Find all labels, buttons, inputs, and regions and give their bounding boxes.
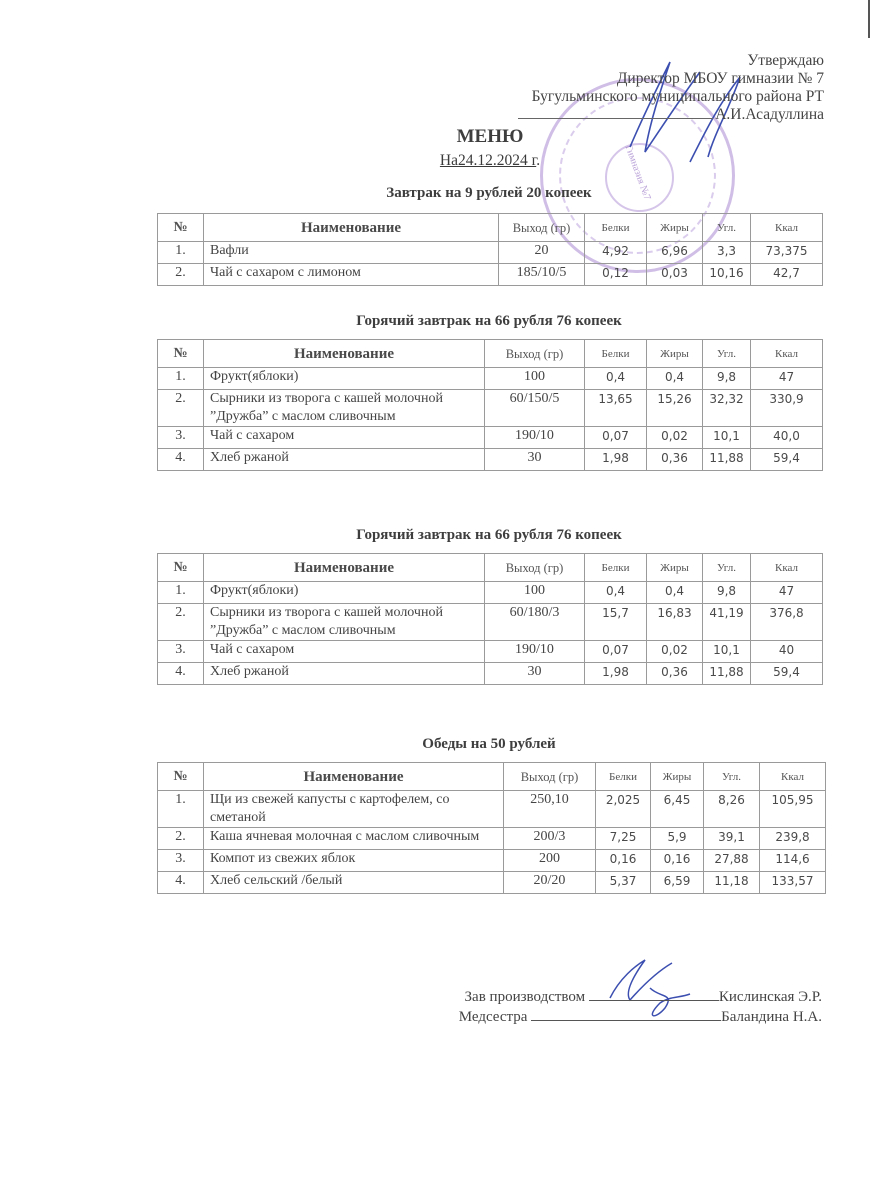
signature-line bbox=[518, 106, 713, 119]
row-carbs: 11,88 bbox=[703, 449, 751, 471]
row-output: 20 bbox=[499, 242, 585, 264]
col-name: Наименование bbox=[204, 340, 485, 368]
row-output: 100 bbox=[485, 368, 585, 390]
nurse-role: Медсестра bbox=[458, 1009, 528, 1025]
row-name: Хлеб сельский /белый bbox=[204, 872, 504, 894]
col-kcal: Ккал bbox=[751, 554, 823, 582]
col-kcal: Ккал bbox=[760, 763, 826, 791]
table-header bbox=[158, 214, 823, 242]
table-row bbox=[158, 791, 826, 828]
row-num: 4. bbox=[158, 872, 204, 894]
section-title: Обеды на 50 рублей bbox=[422, 736, 556, 752]
table-row bbox=[158, 582, 823, 604]
col-protein: Белки bbox=[585, 214, 647, 242]
row-name: Сырники из творога с кашей молочной ”Дружба” с маслом сливочным bbox=[204, 604, 485, 641]
production-name: Кислинская Э.Р. bbox=[718, 989, 822, 1005]
row-name: Каша ячневая молочная с маслом сливочным bbox=[204, 828, 504, 850]
row-protein: 0,12 bbox=[585, 264, 647, 286]
table-header bbox=[158, 763, 826, 791]
col-fat: Жиры bbox=[647, 554, 703, 582]
row-carbs: 10,16 bbox=[703, 264, 751, 286]
menu-table-hot-breakfast-2 bbox=[157, 553, 823, 685]
row-output: 30 bbox=[485, 663, 585, 685]
col-protein: Белки bbox=[585, 554, 647, 582]
row-fat: 0,4 bbox=[647, 368, 703, 390]
row-protein: 4,92 bbox=[585, 242, 647, 264]
col-carbs: Угл. bbox=[703, 340, 751, 368]
col-output: Выход (гр) bbox=[485, 554, 585, 582]
row-fat: 0,36 bbox=[647, 449, 703, 471]
row-carbs: 41,19 bbox=[703, 604, 751, 641]
row-name: Чай с сахаром bbox=[204, 427, 485, 449]
row-name: Вафли bbox=[204, 242, 499, 264]
section-title: Завтрак на 9 рублей 20 копеек bbox=[386, 185, 592, 201]
menu-date-period: . bbox=[536, 152, 541, 169]
row-carbs: 32,32 bbox=[703, 390, 751, 427]
col-carbs: Угл. bbox=[703, 554, 751, 582]
signature-line bbox=[589, 987, 719, 1001]
row-num: 2. bbox=[158, 264, 204, 286]
table-header bbox=[158, 554, 823, 582]
row-num: 2. bbox=[158, 828, 204, 850]
row-output: 30 bbox=[485, 449, 585, 471]
row-name: Хлеб ржаной bbox=[204, 449, 485, 471]
col-num: № bbox=[158, 763, 204, 791]
row-name: Компот из свежих яблок bbox=[204, 850, 504, 872]
table-row bbox=[158, 242, 823, 264]
table-row bbox=[158, 368, 823, 390]
row-carbs: 3,3 bbox=[703, 242, 751, 264]
approval-signatory: А.И.Асадуллина bbox=[715, 106, 824, 123]
row-num: 2. bbox=[158, 604, 204, 641]
row-fat: 5,9 bbox=[651, 828, 704, 850]
table-row bbox=[158, 641, 823, 663]
stamp-text: Гимназия №7 bbox=[622, 143, 653, 202]
row-protein: 5,37 bbox=[596, 872, 651, 894]
col-num: № bbox=[158, 214, 204, 242]
col-fat: Жиры bbox=[647, 340, 703, 368]
table-row bbox=[158, 872, 826, 894]
col-fat: Жиры bbox=[647, 214, 703, 242]
row-protein: 7,25 bbox=[596, 828, 651, 850]
nurse-name: Баландина Н.А. bbox=[721, 1009, 822, 1025]
row-name: Чай с сахаром bbox=[204, 641, 485, 663]
menu-date-text: На24.12.2024 г bbox=[439, 152, 537, 169]
row-kcal: 42,7 bbox=[751, 264, 823, 286]
row-name: Щи из свежей капусты с картофелем, со сметаной bbox=[204, 791, 504, 828]
row-protein: 0,16 bbox=[596, 850, 651, 872]
table-header bbox=[158, 340, 823, 368]
row-kcal: 105,95 bbox=[760, 791, 826, 828]
row-protein: 1,98 bbox=[585, 663, 647, 685]
row-fat: 15,26 bbox=[647, 390, 703, 427]
row-output: 190/10 bbox=[485, 427, 585, 449]
row-protein: 0,07 bbox=[585, 641, 647, 663]
row-fat: 0,4 bbox=[647, 582, 703, 604]
footer-signatures bbox=[459, 987, 822, 1027]
col-carbs: Угл. bbox=[703, 214, 751, 242]
col-name: Наименование bbox=[204, 214, 499, 242]
row-fat: 0,36 bbox=[647, 663, 703, 685]
col-output: Выход (гр) bbox=[499, 214, 585, 242]
section-title: Горячий завтрак на 66 рубля 76 копеек bbox=[356, 527, 622, 543]
row-fat: 0,03 bbox=[647, 264, 703, 286]
row-output: 190/10 bbox=[485, 641, 585, 663]
approval-district: Бугульминского муниципального района РТ bbox=[531, 88, 824, 105]
col-protein: Белки bbox=[596, 763, 651, 791]
row-carbs: 11,88 bbox=[703, 663, 751, 685]
row-fat: 16,83 bbox=[647, 604, 703, 641]
row-kcal: 330,9 bbox=[751, 390, 823, 427]
section-title: Горячий завтрак на 66 рубля 76 копеек bbox=[356, 313, 622, 329]
row-kcal: 239,8 bbox=[760, 828, 826, 850]
row-fat: 0,16 bbox=[651, 850, 704, 872]
menu-date bbox=[0, 152, 872, 170]
row-protein: 2,025 bbox=[596, 791, 651, 828]
row-protein: 13,65 bbox=[585, 390, 647, 427]
row-name: Фрукт(яблоки) bbox=[204, 582, 485, 604]
row-carbs: 27,88 bbox=[704, 850, 760, 872]
table-row bbox=[158, 828, 826, 850]
nurse-signature-row bbox=[459, 1007, 822, 1027]
row-output: 60/180/3 bbox=[485, 604, 585, 641]
row-kcal: 133,57 bbox=[760, 872, 826, 894]
row-num: 1. bbox=[158, 242, 204, 264]
row-num: 3. bbox=[158, 641, 204, 663]
row-fat: 0,02 bbox=[647, 641, 703, 663]
row-num: 4. bbox=[158, 663, 204, 685]
row-protein: 0,4 bbox=[585, 582, 647, 604]
row-protein: 0,07 bbox=[585, 427, 647, 449]
scan-edge-line bbox=[868, 0, 870, 38]
menu-table-lunch bbox=[157, 762, 826, 894]
row-fat: 6,96 bbox=[647, 242, 703, 264]
row-output: 60/150/5 bbox=[485, 390, 585, 427]
row-name: Чай с сахаром с лимоном bbox=[204, 264, 499, 286]
col-kcal: Ккал bbox=[751, 340, 823, 368]
row-kcal: 47 bbox=[751, 368, 823, 390]
approval-heading: Утверждаю bbox=[747, 52, 824, 69]
row-kcal: 376,8 bbox=[751, 604, 823, 641]
row-num: 1. bbox=[158, 791, 204, 828]
row-carbs: 8,26 bbox=[704, 791, 760, 828]
row-name: Сырники из творога с кашей молочной ”Дружба” с маслом сливочным bbox=[204, 390, 485, 427]
row-protein: 0,4 bbox=[585, 368, 647, 390]
table-row bbox=[158, 604, 823, 641]
table-row bbox=[158, 427, 823, 449]
col-num: № bbox=[158, 340, 204, 368]
row-kcal: 40,0 bbox=[751, 427, 823, 449]
row-num: 3. bbox=[158, 427, 204, 449]
row-protein: 15,7 bbox=[585, 604, 647, 641]
row-kcal: 59,4 bbox=[751, 449, 823, 471]
row-carbs: 11,18 bbox=[704, 872, 760, 894]
col-name: Наименование bbox=[204, 554, 485, 582]
row-kcal: 59,4 bbox=[751, 663, 823, 685]
col-name: Наименование bbox=[204, 763, 504, 791]
row-carbs: 10,1 bbox=[703, 427, 751, 449]
table-row bbox=[158, 264, 823, 286]
row-carbs: 10,1 bbox=[703, 641, 751, 663]
row-num: 1. bbox=[158, 582, 204, 604]
menu-table-hot-breakfast-1 bbox=[157, 339, 823, 471]
col-fat: Жиры bbox=[651, 763, 704, 791]
row-fat: 6,45 bbox=[651, 791, 704, 828]
production-signature-row bbox=[459, 987, 822, 1007]
row-output: 185/10/5 bbox=[499, 264, 585, 286]
row-fat: 6,59 bbox=[651, 872, 704, 894]
row-fat: 0,02 bbox=[647, 427, 703, 449]
row-carbs: 39,1 bbox=[704, 828, 760, 850]
row-kcal: 47 bbox=[751, 582, 823, 604]
table-row bbox=[158, 449, 823, 471]
col-protein: Белки bbox=[585, 340, 647, 368]
menu-table-breakfast bbox=[157, 213, 823, 286]
production-role: Зав производством bbox=[464, 989, 586, 1005]
row-kcal: 73,375 bbox=[751, 242, 823, 264]
col-output: Выход (гр) bbox=[485, 340, 585, 368]
table-row bbox=[158, 850, 826, 872]
row-carbs: 9,8 bbox=[703, 368, 751, 390]
row-num: 4. bbox=[158, 449, 204, 471]
row-carbs: 9,8 bbox=[703, 582, 751, 604]
row-output: 200 bbox=[504, 850, 596, 872]
col-kcal: Ккал bbox=[751, 214, 823, 242]
col-num: № bbox=[158, 554, 204, 582]
approval-block bbox=[518, 52, 824, 124]
row-name: Хлеб ржаной bbox=[204, 663, 485, 685]
col-output: Выход (гр) bbox=[504, 763, 596, 791]
signature-line bbox=[531, 1007, 721, 1021]
row-num: 3. bbox=[158, 850, 204, 872]
row-output: 20/20 bbox=[504, 872, 596, 894]
table-row bbox=[158, 663, 823, 685]
row-protein: 1,98 bbox=[585, 449, 647, 471]
row-num: 2. bbox=[158, 390, 204, 427]
approval-position: Директор МБОУ гимназии № 7 bbox=[616, 70, 824, 87]
col-carbs: Угл. bbox=[704, 763, 760, 791]
row-name: Фрукт(яблоки) bbox=[204, 368, 485, 390]
row-kcal: 114,6 bbox=[760, 850, 826, 872]
row-output: 250,10 bbox=[504, 791, 596, 828]
row-num: 1. bbox=[158, 368, 204, 390]
page-title: МЕНЮ bbox=[456, 126, 524, 147]
table-row bbox=[158, 390, 823, 427]
row-output: 100 bbox=[485, 582, 585, 604]
row-output: 200/3 bbox=[504, 828, 596, 850]
row-kcal: 40 bbox=[751, 641, 823, 663]
